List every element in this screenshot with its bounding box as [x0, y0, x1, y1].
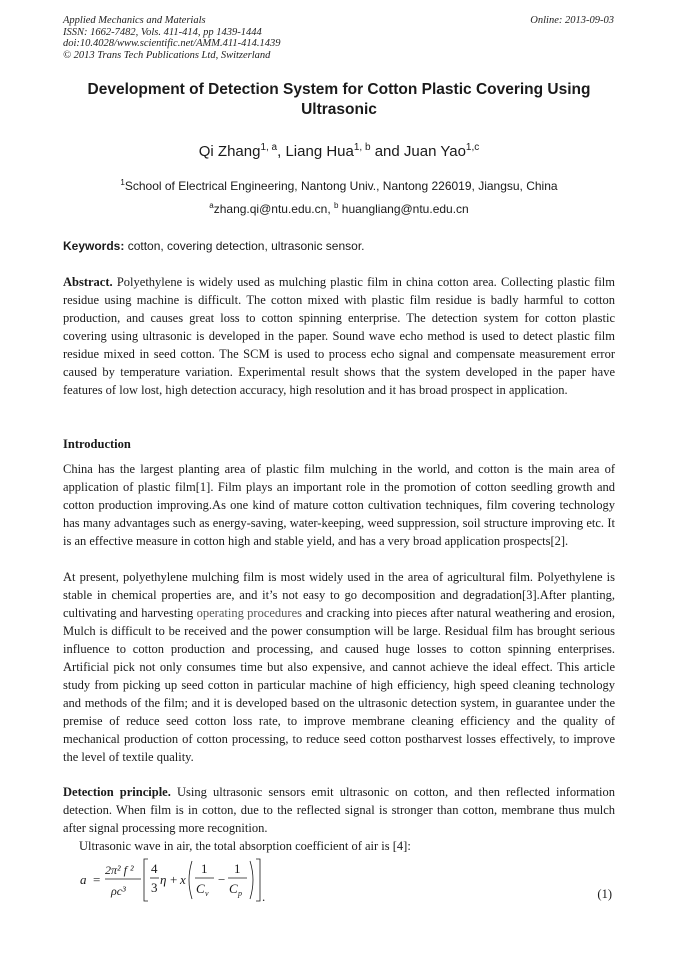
journal-doi: doi:10.4028/www.scientific.net/AMM.411-414.1439 — [63, 38, 281, 49]
email-a-sup: a — [209, 201, 214, 210]
detection-principle-label: Detection principle. — [63, 785, 171, 799]
online-date: Online: 2013-09-03 — [530, 15, 614, 26]
intro-paragraph-2 — [63, 568, 615, 766]
author-name: Qi Zhang — [198, 143, 261, 160]
abstract-text: Polyethylene is widely used as mulching plastic film in china cotton area. Collecting plastic film residue using machine is difficult. The cotton mixed with plastic film residue is badly harmful to cotton production, and causes great loss to cotton spinning enterprise. The detection system for cotton plastic covering using ultrasonic is developed in the paper. Sound wave echo method is used to detect plastic film residue mixed in seed cotton. The SCM is used to process echo signal and compensate measurement error caused by temperature variation. Experimental result shows that the system developed in the paper have features of low lost, high detection accuracy, high resolution and it has broad prospect in application. — [63, 275, 615, 397]
abstract-label: Abstract. — [63, 275, 113, 289]
introduction-heading: Introduction — [63, 437, 131, 451]
eq-plus: + — [170, 872, 178, 887]
detection-principle-text: Using ultrasonic sensors emit ultrasonic on cotton, and then reflected information detection. When film is in cotton, due to the reflected signal is stronger than cotton, membrane thus mulch after signal processing more recognition. — [63, 785, 615, 835]
author-sup: 1,c — [465, 142, 480, 153]
abstract — [63, 273, 615, 399]
eq-right-paren — [250, 861, 253, 899]
intro-p2-highlight: operating procedures — [196, 606, 303, 620]
eq-period: . — [262, 889, 266, 904]
author-emails — [63, 198, 615, 217]
eq-right-bracket — [256, 859, 260, 901]
intro-paragraph-1: China has the largest planting area of plastic film mulching in the world, and cotton is the main area of application of plastic film[1]. Film plays an important role in the promotion of cotton seedling growth and cotton production improving.As one kind of mature cotton cultivation techniques, film covering technology has many advantages such as energy-saving, water-keeping, weed suppression, soil structure improving etc. It is an effective measure in cotton high and stable yield, and has a very broad application prospects[2]. — [63, 462, 615, 548]
keywords-label: Keywords: — [63, 239, 125, 253]
paper-title: Development of Detection System for Cotton Plastic Covering Using Ultrasonic — [87, 81, 591, 118]
journal-name: Applied Mechanics and Materials — [63, 15, 206, 26]
journal-issn: ISSN: 1662-7482, Vols. 411-414, pp 1439-1444 — [63, 26, 262, 38]
equation-number: (1) — [597, 887, 612, 901]
eq-one-b: 1 — [234, 861, 241, 876]
eq-cp-sub: p — [238, 889, 242, 898]
absorption-equation — [78, 855, 278, 905]
eq-minus: − — [218, 872, 226, 887]
email-a[interactable]: zhang.qi@ntu.edu.cn, — [213, 202, 334, 216]
eq-denominator: ρc³ — [111, 884, 126, 898]
author-name: Juan Yao — [403, 143, 466, 160]
eq-equals: = — [93, 872, 101, 887]
email-b-sup: b — [333, 201, 339, 210]
author-sup: 1, a — [260, 142, 278, 153]
eq-eta: η — [160, 872, 167, 887]
eq-numerator: 2π² f ² — [105, 863, 134, 877]
affiliation-sup: 1 — [120, 178, 125, 187]
eq-three: 3 — [151, 880, 158, 895]
eq-cv-sub: v — [205, 889, 209, 898]
keywords — [63, 238, 615, 254]
keywords-text: cotton, covering detection, ultrasonic sensor. — [124, 239, 365, 253]
journal-header — [63, 15, 280, 61]
eq-left-paren — [189, 861, 192, 899]
author-list — [63, 139, 615, 161]
eq-four: 4 — [151, 861, 158, 876]
intro-p2-part-b: and cracking into pieces after natural weathering and erosion, Mulch is difficult to be received and the power consumption will be large. Residual film has brought serious influence to cotton production and processing, and caused huge losses to cotton spinning enterprises. Artificial pick not only consumes time but also expensive, and cannot achieve the ideal effect. This article study from picking up seed cotton in particular machine of high efficiency, high speed cleaning technology and methods of the film; and it is developed based on the ultrasonic detection system, in guarantee under the premise of reduce seed cotton loss rate, to improve membrane cleaning efficiency and the quality of mechanical production of cotton processing, to reduce seed cotton postharvest losses effectively, to improve the level of textile quality. — [63, 606, 615, 764]
affiliation-text: School of Electrical Engineering, Nantong Univ., Nantong 226019, Jiangsu, China — [124, 179, 558, 193]
eq-lhs: a — [80, 872, 87, 887]
eq-left-bracket — [144, 859, 148, 901]
eq-one-a: 1 — [201, 861, 208, 876]
equation-intro: Ultrasonic wave in air, the total absorption coefficient of air is [4]: — [79, 839, 411, 853]
journal-copyright: © 2013 Trans Tech Publications Ltd, Switzerland — [63, 49, 271, 61]
eq-cv: C — [196, 881, 205, 896]
author-separator: , — [277, 143, 286, 160]
detection-principle-paragraph — [63, 783, 615, 837]
author-sup: 1, b — [353, 142, 371, 153]
intro-p2-part-a: At present, polyethylene mulching film is most widely used in the area of agricultural film. Polyethylene is stable in chemical properties are, and it’s not easy to go decomposition and degradation[3].After planting, cultivating and harvesting — [63, 570, 615, 620]
affiliation — [63, 175, 615, 194]
author-separator: and — [370, 143, 404, 160]
author-name: Liang Hua — [285, 143, 354, 160]
email-b[interactable]: huangliang@ntu.edu.cn — [338, 202, 469, 216]
eq-chi: x — [180, 872, 186, 887]
eq-cp: C — [229, 881, 238, 896]
